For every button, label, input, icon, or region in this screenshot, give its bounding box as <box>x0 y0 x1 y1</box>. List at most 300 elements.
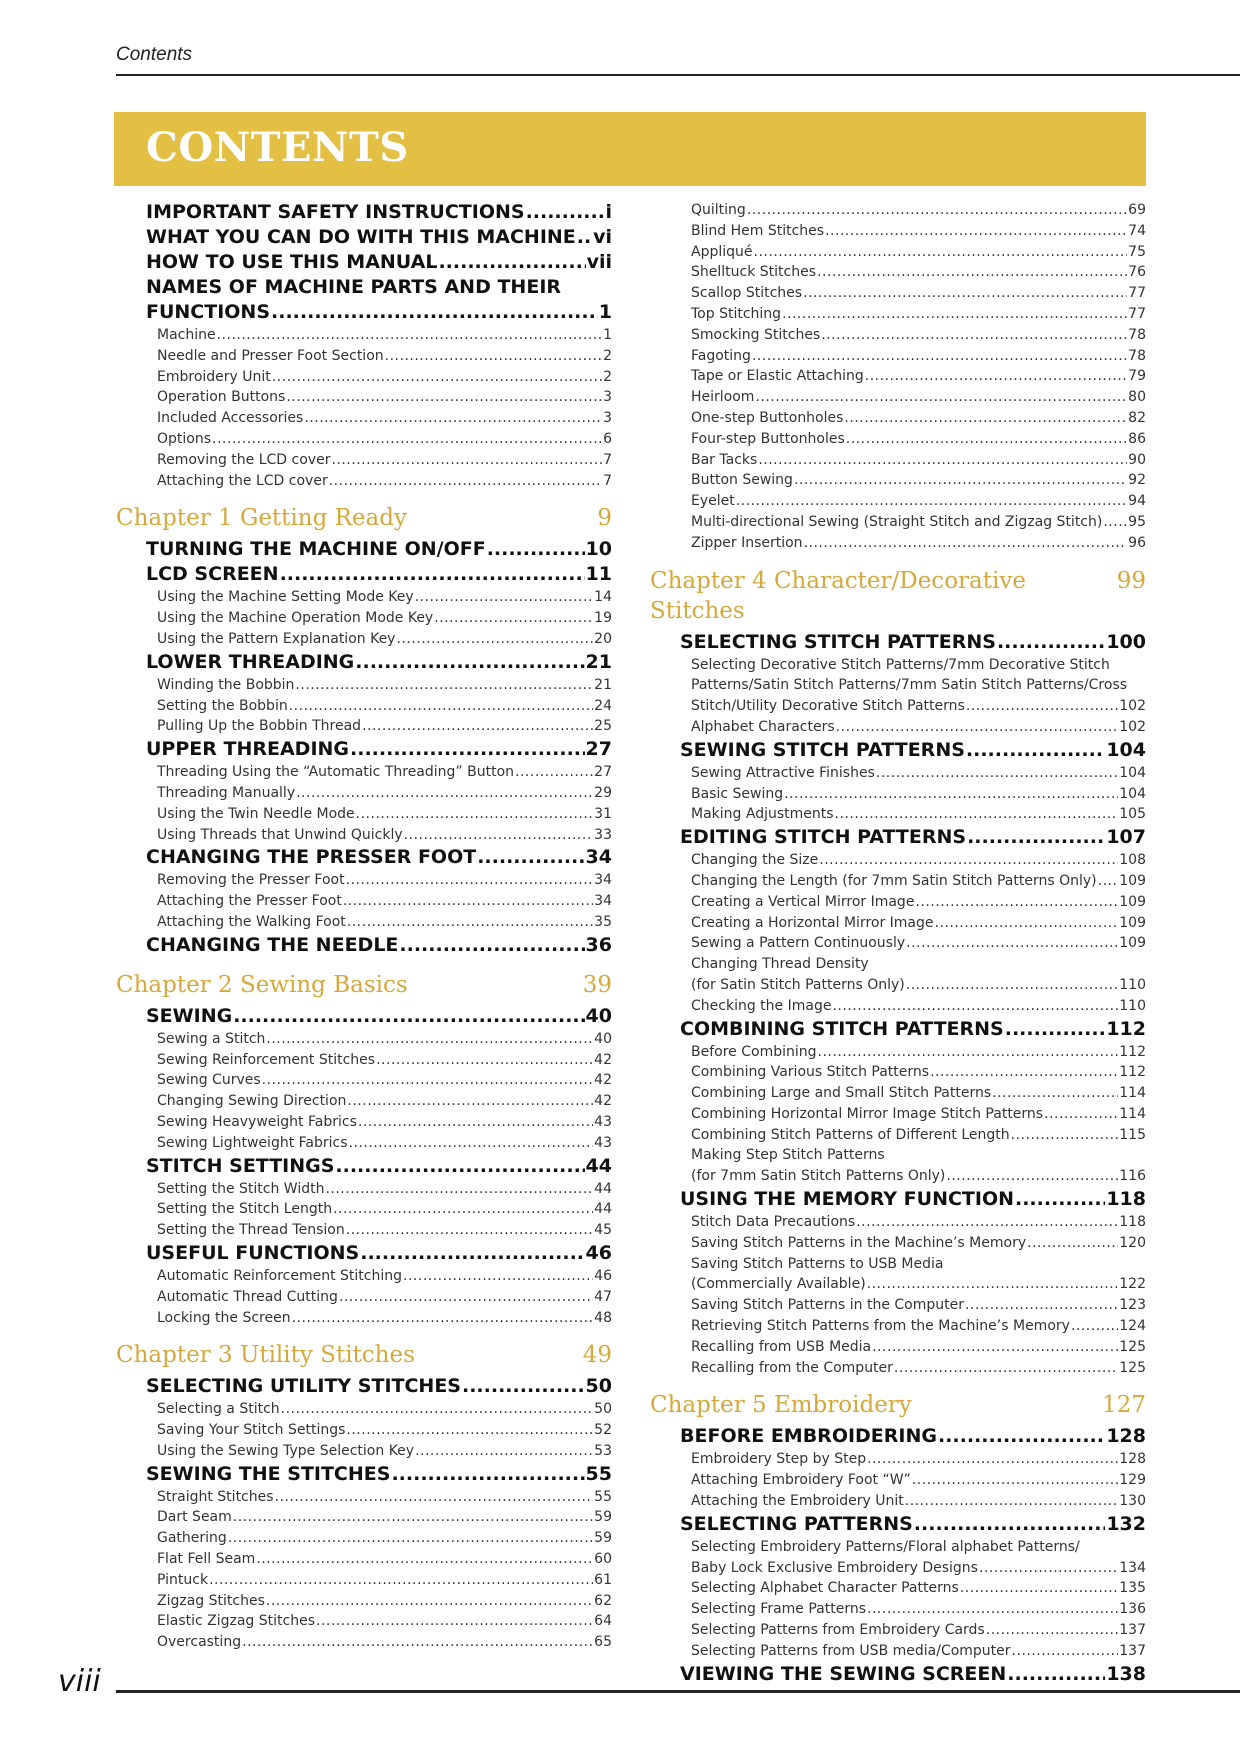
dot-leader <box>821 325 1127 346</box>
entry-page-number: 43 <box>594 1113 612 1130</box>
dot-leader <box>856 1212 1118 1233</box>
entry-page-number: 124 <box>1119 1318 1146 1335</box>
toc-subsection-entry[interactable] <box>650 1062 1146 1083</box>
chapter-title: Chapter 3 Utility Stitches <box>116 1342 415 1369</box>
toc-section-entry[interactable] <box>116 845 612 870</box>
toc-subsection-entry[interactable] <box>650 262 1146 283</box>
toc-subsection-entry[interactable] <box>650 325 1146 346</box>
dot-leader <box>894 1358 1118 1379</box>
dot-leader <box>872 1337 1118 1358</box>
toc-subsection-entry[interactable] <box>116 1528 612 1549</box>
toc-subsection-entry[interactable] <box>116 608 612 629</box>
toc-subsection-entry[interactable] <box>116 1549 612 1570</box>
entry-page-number: 11 <box>585 563 612 586</box>
entry-page-number: 43 <box>594 1134 612 1151</box>
dot-leader <box>362 716 593 737</box>
entry-title: Dart Seam <box>157 1509 232 1526</box>
toc-subsection-entry[interactable] <box>116 675 612 696</box>
dot-leader <box>754 242 1128 263</box>
toc-subsection-line[interactable]: Making Step Stitch Patterns <box>691 1147 885 1164</box>
toc-subsection-entry[interactable] <box>116 408 612 429</box>
entry-page-number: 102 <box>1119 718 1146 735</box>
entry-page-number: i <box>605 201 612 223</box>
toc-subsection-entry[interactable] <box>650 913 1146 934</box>
toc-subsection-entry[interactable] <box>650 1599 1146 1620</box>
entry-page-number: 114 <box>1119 1105 1146 1122</box>
toc-subsection-entry[interactable] <box>116 912 612 933</box>
toc-subsection-entry[interactable] <box>116 1199 612 1220</box>
toc-section-entry[interactable] <box>650 1424 1146 1449</box>
entry-page-number: 125 <box>1119 1338 1146 1355</box>
dot-leader <box>217 325 602 346</box>
dot-leader <box>415 1441 593 1462</box>
entry-page-number: 95 <box>1128 513 1146 530</box>
toc-subsection-entry[interactable] <box>116 1029 612 1050</box>
entry-title: USEFUL FUNCTIONS <box>146 1241 360 1264</box>
entry-title: Setting the Thread Tension <box>157 1222 345 1239</box>
entry-page-number: 132 <box>1106 1512 1146 1535</box>
toc-subsection-entry[interactable] <box>650 804 1146 825</box>
dot-leader <box>233 1004 584 1029</box>
toc-section-entry[interactable] <box>116 1241 612 1266</box>
toc-subsection-entry[interactable] <box>650 763 1146 784</box>
entry-title: WHAT YOU CAN DO WITH THIS MACHINE <box>146 226 576 248</box>
toc-subsection-entry[interactable] <box>650 200 1146 221</box>
toc-subsection-line[interactable]: Patterns/Satin Stitch Patterns/7mm Satin Stitch Patterns/Cross <box>691 677 1128 694</box>
dot-leader <box>526 200 605 225</box>
entry-title: Attaching Embroidery Foot “W” <box>691 1472 911 1489</box>
toc-section-entry[interactable] <box>116 650 612 675</box>
toc-subsection-entry[interactable] <box>116 1441 612 1462</box>
entry-page-number: 86 <box>1128 430 1146 447</box>
toc-subsection-entry[interactable] <box>650 242 1146 263</box>
toc-subsection-entry[interactable] <box>650 1491 1146 1512</box>
chapter-title: Chapter 5 Embroidery <box>650 1392 912 1419</box>
entry-page-number: 90 <box>1128 451 1146 468</box>
entry-title: Creating a Vertical Mirror Image <box>691 893 915 910</box>
toc-section-entry[interactable] <box>116 250 612 275</box>
entry-title: SEWING THE STITCHES <box>146 1462 391 1485</box>
entry-title: Sewing a Stitch <box>157 1030 266 1047</box>
toc-section-entry[interactable] <box>650 630 1146 655</box>
dot-leader <box>867 1449 1118 1470</box>
entry-title: Selecting a Stitch <box>157 1401 280 1418</box>
toc-subsection-entry[interactable] <box>650 1337 1146 1358</box>
entry-title: SELECTING STITCH PATTERNS <box>680 630 996 653</box>
entry-page-number: 123 <box>1119 1297 1146 1314</box>
toc-subsection-line[interactable]: Selecting Decorative Stitch Patterns/7mm Decorative Stitch <box>691 656 1110 673</box>
dot-leader <box>385 346 602 367</box>
entry-page-number: 75 <box>1128 243 1146 260</box>
entry-page-number: 42 <box>594 1072 612 1089</box>
toc-subsection-entry[interactable] <box>116 1570 612 1591</box>
entry-page-number: 65 <box>594 1634 612 1651</box>
entry-page-number: 44 <box>585 1154 612 1177</box>
toc-subsection-entry[interactable] <box>116 346 612 367</box>
entry-page-number: 14 <box>594 589 612 606</box>
toc-subsection-entry[interactable] <box>650 975 1146 996</box>
toc-subsection-entry[interactable] <box>650 533 1146 554</box>
entry-title: Straight Stitches <box>157 1488 274 1505</box>
entry-title: Included Accessories <box>157 410 304 427</box>
entry-title: Selecting Frame Patterns <box>691 1601 867 1618</box>
dot-leader <box>1027 1233 1118 1254</box>
toc-subsection-entry[interactable] <box>116 1112 612 1133</box>
entry-page-number: 60 <box>594 1551 612 1568</box>
entry-title: Threading Manually <box>157 784 296 801</box>
toc-subsection-entry[interactable] <box>116 1266 612 1287</box>
chapter-page: 127 <box>1102 1392 1146 1419</box>
toc-subsection-entry[interactable] <box>116 1179 612 1200</box>
dot-leader <box>292 1308 594 1329</box>
dot-leader <box>992 1083 1118 1104</box>
entry-title: Changing the Length (for 7mm Satin Stitch Patterns Only) <box>691 872 1097 889</box>
entry-page-number: 134 <box>1119 1559 1146 1576</box>
toc-subsection-entry[interactable] <box>116 1308 612 1329</box>
toc-subsection-entry[interactable] <box>650 346 1146 367</box>
dot-leader <box>867 1274 1119 1295</box>
entry-title: Baby Lock Exclusive Embroidery Designs <box>691 1559 978 1576</box>
toc-section-entry[interactable] <box>116 1004 612 1029</box>
toc-subsection-entry[interactable] <box>650 1125 1146 1146</box>
dot-leader <box>965 1295 1118 1316</box>
entry-title: Using the Sewing Type Selection Key <box>157 1442 415 1459</box>
dot-leader <box>782 304 1127 325</box>
dot-leader <box>867 1599 1118 1620</box>
toc-subsection-entry[interactable] <box>650 1620 1146 1641</box>
entry-page-number: 110 <box>1119 976 1146 993</box>
toc-section-entry[interactable] <box>650 738 1146 763</box>
entry-title: Using the Pattern Explanation Key <box>157 630 396 647</box>
toc-subsection-entry[interactable] <box>116 804 612 825</box>
toc-subsection-entry[interactable] <box>650 784 1146 805</box>
dot-leader <box>825 221 1127 242</box>
toc-subsection-entry[interactable] <box>116 1591 612 1612</box>
toc-subsection-entry[interactable] <box>116 1133 612 1154</box>
dot-leader <box>376 1050 593 1071</box>
toc-section-entry[interactable] <box>116 1154 612 1179</box>
entry-title: Blind Hem Stitches <box>691 222 825 239</box>
toc-section-entry[interactable] <box>650 1662 1146 1687</box>
toc-subsection-entry[interactable] <box>650 408 1146 429</box>
toc-section-entry[interactable] <box>116 537 612 562</box>
entry-title: Removing the Presser Foot <box>157 872 345 889</box>
toc-subsection-entry[interactable] <box>116 1091 612 1112</box>
dot-leader <box>281 1399 594 1420</box>
toc-section-entry[interactable] <box>650 825 1146 850</box>
dot-leader <box>752 346 1127 367</box>
entry-page-number: 27 <box>585 738 612 761</box>
toc-subsection-entry[interactable] <box>116 1507 612 1528</box>
toc-subsection-entry[interactable] <box>116 762 612 783</box>
entry-page-number: 135 <box>1119 1580 1146 1597</box>
toc-section-entry[interactable] <box>116 200 612 225</box>
toc-subsection-entry[interactable] <box>116 450 612 471</box>
entry-title: Using the Machine Operation Mode Key <box>157 610 434 627</box>
entry-page-number: 3 <box>603 389 612 406</box>
entry-title: SELECTING UTILITY STITCHES <box>146 1375 461 1398</box>
entry-title: Recalling from the Computer <box>691 1359 893 1376</box>
entry-title: VIEWING THE SEWING SCREEN <box>680 1662 1007 1685</box>
toc-subsection-entry[interactable] <box>116 825 612 846</box>
entry-title: Basic Sewing <box>691 785 784 802</box>
dot-leader <box>876 763 1118 784</box>
toc-subsection-entry[interactable] <box>650 1449 1146 1470</box>
dot-leader <box>233 1507 593 1528</box>
toc-subsection-entry[interactable] <box>116 783 612 804</box>
dot-leader <box>784 784 1118 805</box>
toc-subsection-entry[interactable] <box>116 471 612 492</box>
toc-subsection-entry[interactable] <box>650 450 1146 471</box>
toc-subsection-entry[interactable] <box>116 587 612 608</box>
entry-page-number: 115 <box>1119 1126 1146 1143</box>
toc-subsection-entry[interactable] <box>116 1220 612 1241</box>
entry-page-number: 62 <box>594 1592 612 1609</box>
entry-title: Appliqué <box>691 243 753 260</box>
toc-subsection-entry[interactable] <box>650 696 1146 717</box>
dot-leader <box>346 1220 593 1241</box>
toc-section-entry[interactable] <box>116 1374 612 1399</box>
toc-subsection-entry[interactable] <box>116 1632 612 1653</box>
toc-subsection-entry[interactable] <box>650 221 1146 242</box>
dot-leader <box>515 762 593 783</box>
toc-subsection-entry[interactable] <box>650 470 1146 491</box>
dot-leader <box>818 1042 1119 1063</box>
toc-subsection-entry[interactable] <box>116 696 612 717</box>
toc-subsection-entry[interactable] <box>650 1083 1146 1104</box>
entry-title: Sewing Reinforcement Stitches <box>157 1051 376 1068</box>
entry-title: Using the Twin Needle Mode <box>157 805 355 822</box>
entry-title: Locking the Screen <box>157 1309 291 1326</box>
entry-title: CHANGING THE PRESSER FOOT <box>146 846 477 869</box>
toc-subsection-entry[interactable] <box>650 429 1146 450</box>
toc-subsection-entry[interactable] <box>116 870 612 891</box>
toc-subsection-entry[interactable] <box>116 1287 612 1308</box>
toc-section-entry[interactable] <box>650 1187 1146 1212</box>
toc-subsection-entry[interactable] <box>116 429 612 450</box>
entry-page-number: 59 <box>594 1509 612 1526</box>
entry-page-number: 10 <box>585 538 612 561</box>
dot-leader <box>399 933 584 958</box>
entry-title: HOW TO USE THIS MANUAL <box>146 251 438 273</box>
toc-subsection-entry[interactable] <box>650 366 1146 387</box>
toc-subsection-line[interactable]: Changing Thread Density <box>691 956 869 973</box>
entry-title: Recalling from USB Media <box>691 1338 872 1355</box>
entry-title: Setting the Stitch Length <box>157 1201 333 1218</box>
entry-title: Needle and Presser Foot Section <box>157 347 384 364</box>
entry-page-number: 69 <box>1128 202 1146 218</box>
chapter-page: 99 <box>1116 567 1146 594</box>
page-number: viii <box>58 1664 101 1699</box>
entry-page-number: 40 <box>594 1030 612 1047</box>
dot-leader <box>967 825 1105 850</box>
dot-leader <box>747 200 1127 221</box>
entry-title: Winding the Bobbin <box>157 676 295 693</box>
toc-subsection-entry[interactable] <box>650 304 1146 325</box>
entry-title: Elastic Zigzag Stitches <box>157 1613 315 1630</box>
contents-banner <box>114 112 1146 186</box>
dot-leader <box>794 470 1127 491</box>
entry-page-number: 40 <box>585 1004 612 1027</box>
dot-leader <box>1012 1641 1119 1662</box>
toc-subsection-entry[interactable] <box>116 1070 612 1091</box>
entry-title: Sewing Curves <box>157 1072 261 1089</box>
chapter-heading[interactable] <box>116 1340 612 1370</box>
dot-leader <box>1011 1125 1119 1146</box>
dot-leader <box>228 1528 593 1549</box>
entry-page-number: vi <box>593 226 612 248</box>
entry-page-number: 27 <box>594 764 612 781</box>
toc-section-entry[interactable] <box>116 562 612 587</box>
dot-leader <box>396 629 593 650</box>
toc-subsection-entry[interactable] <box>116 629 612 650</box>
toc-section-entry[interactable] <box>650 1512 1146 1537</box>
entry-title: UPPER THREADING <box>146 738 350 761</box>
dot-leader <box>736 491 1127 512</box>
entry-title: Stitch Data Precautions <box>691 1214 856 1231</box>
entry-page-number: 20 <box>594 630 612 647</box>
chapter-heading[interactable] <box>650 566 1146 626</box>
dot-leader <box>997 630 1105 655</box>
entry-page-number: 50 <box>585 1375 612 1398</box>
chapter-heading[interactable] <box>116 503 612 533</box>
entry-page-number: 137 <box>1119 1642 1146 1659</box>
toc-subsection-entry[interactable] <box>650 1578 1146 1599</box>
dot-leader <box>755 387 1127 408</box>
entry-page-number: 77 <box>1128 305 1146 322</box>
toc-subsection-entry[interactable] <box>116 325 612 346</box>
toc-subsection-entry[interactable] <box>650 1166 1146 1187</box>
dot-leader <box>915 892 1118 913</box>
entry-page-number: 116 <box>1119 1168 1146 1185</box>
chapter-title: Chapter 1 Getting Ready <box>116 505 407 532</box>
toc-subsection-entry[interactable] <box>650 933 1146 954</box>
entry-page-number: 79 <box>1128 368 1146 385</box>
toc-subsection-entry[interactable] <box>650 1470 1146 1491</box>
entry-title: Combining Horizontal Mirror Image Stitch Patterns <box>691 1105 1044 1122</box>
toc-section-entry[interactable] <box>116 933 612 958</box>
toc-subsection-entry[interactable] <box>650 1641 1146 1662</box>
toc-subsection-entry[interactable] <box>650 283 1146 304</box>
dot-leader <box>817 262 1127 283</box>
toc-subsection-entry[interactable] <box>650 1558 1146 1579</box>
dot-leader <box>835 804 1119 825</box>
toc-subsection-entry[interactable] <box>116 716 612 737</box>
chapter-heading[interactable] <box>650 1390 1146 1420</box>
dot-leader <box>343 891 593 912</box>
dot-leader <box>930 1062 1118 1083</box>
entry-title: TURNING THE MACHINE ON/OFF <box>146 538 486 561</box>
dot-leader <box>966 738 1105 763</box>
entry-title: Selecting Alphabet Character Patterns <box>691 1580 959 1597</box>
toc-subsection-line[interactable]: Saving Stitch Patterns to USB Media <box>691 1255 944 1272</box>
toc-section-entry[interactable] <box>116 737 612 762</box>
chapter-heading[interactable] <box>116 970 612 1000</box>
footer-rule <box>116 1690 1240 1693</box>
toc-subsection-entry[interactable] <box>650 1295 1146 1316</box>
entry-page-number: 6 <box>603 430 612 447</box>
dot-leader <box>804 533 1128 554</box>
toc-right-column <box>650 200 1146 1687</box>
toc-subsection-entry[interactable] <box>116 367 612 388</box>
toc-subsection-entry[interactable] <box>116 1420 612 1441</box>
entry-page-number: 104 <box>1119 764 1146 781</box>
toc-subsection-entry[interactable] <box>650 512 1146 533</box>
toc-section-line[interactable]: NAMES OF MACHINE PARTS AND THEIR <box>146 276 562 298</box>
entry-title: Sewing a Pattern Continuously <box>691 935 906 952</box>
entry-title: Automatic Reinforcement Stitching <box>157 1267 403 1284</box>
entry-page-number: 104 <box>1106 738 1146 761</box>
entry-page-number: 31 <box>594 805 612 822</box>
toc-section-entry[interactable] <box>650 1017 1146 1042</box>
toc-subsection-entry[interactable] <box>650 850 1146 871</box>
entry-title: Changing the Size <box>691 852 819 869</box>
toc-subsection-entry[interactable] <box>650 1212 1146 1233</box>
dot-leader <box>403 1266 593 1287</box>
toc-section-entry[interactable] <box>116 1462 612 1487</box>
toc-subsection-entry[interactable] <box>650 1316 1146 1337</box>
entry-page-number: 19 <box>594 610 612 627</box>
entry-page-number: 108 <box>1119 852 1146 869</box>
entry-title: (for Satin Stitch Patterns Only) <box>691 976 905 993</box>
dot-leader <box>906 975 1119 996</box>
entry-title: Combining Stitch Patterns of Different Length <box>691 1126 1010 1143</box>
toc-subsection-entry[interactable] <box>650 1042 1146 1063</box>
toc-subsection-entry[interactable] <box>116 1487 612 1508</box>
entry-page-number: 36 <box>585 933 612 956</box>
entry-title: Top Stitching <box>691 305 782 322</box>
entry-page-number: 55 <box>585 1462 612 1485</box>
entry-title: Bar Tacks <box>691 451 758 468</box>
toc-subsection-entry[interactable] <box>650 491 1146 512</box>
dot-leader <box>335 1154 584 1179</box>
toc-subsection-line[interactable]: Selecting Embroidery Patterns/Floral alphabet Patterns/ <box>691 1538 1080 1555</box>
dot-leader <box>304 408 602 429</box>
entry-page-number: 34 <box>594 872 612 889</box>
toc-subsection-entry[interactable] <box>650 1358 1146 1379</box>
dot-leader <box>1007 1662 1105 1687</box>
toc-section-entry[interactable] <box>116 225 612 250</box>
entry-title: Heirloom <box>691 389 755 406</box>
entry-page-number: 35 <box>594 913 612 930</box>
toc-subsection-entry[interactable] <box>116 1399 612 1420</box>
entry-page-number: 107 <box>1106 826 1146 849</box>
toc-subsection-entry[interactable] <box>650 1233 1146 1254</box>
toc-subsection-entry[interactable] <box>650 1104 1146 1125</box>
entry-page-number: 77 <box>1128 285 1146 302</box>
toc-subsection-entry[interactable] <box>650 996 1146 1017</box>
toc-subsection-entry[interactable] <box>116 387 612 408</box>
dot-leader <box>271 300 598 325</box>
entry-title: Quilting <box>691 202 746 218</box>
toc-subsection-entry[interactable] <box>650 717 1146 738</box>
dot-leader <box>296 783 593 804</box>
toc-subsection-entry[interactable] <box>116 1611 612 1632</box>
toc-subsection-entry[interactable] <box>650 387 1146 408</box>
toc-subsection-entry[interactable] <box>650 1274 1146 1295</box>
chapter-title: Chapter 4 Character/Decorative Stitches <box>650 567 1026 624</box>
toc-section-entry[interactable] <box>116 300 612 325</box>
entry-title: (for 7mm Satin Stitch Patterns Only) <box>691 1168 946 1185</box>
dot-leader <box>912 1470 1118 1491</box>
entry-title: Scallop Stitches <box>691 285 803 302</box>
toc-subsection-entry[interactable] <box>650 892 1146 913</box>
entry-page-number: 34 <box>594 893 612 910</box>
toc-subsection-entry[interactable] <box>650 871 1146 892</box>
toc-subsection-entry[interactable] <box>116 1050 612 1071</box>
dot-leader <box>404 825 594 846</box>
toc-subsection-entry[interactable] <box>116 891 612 912</box>
